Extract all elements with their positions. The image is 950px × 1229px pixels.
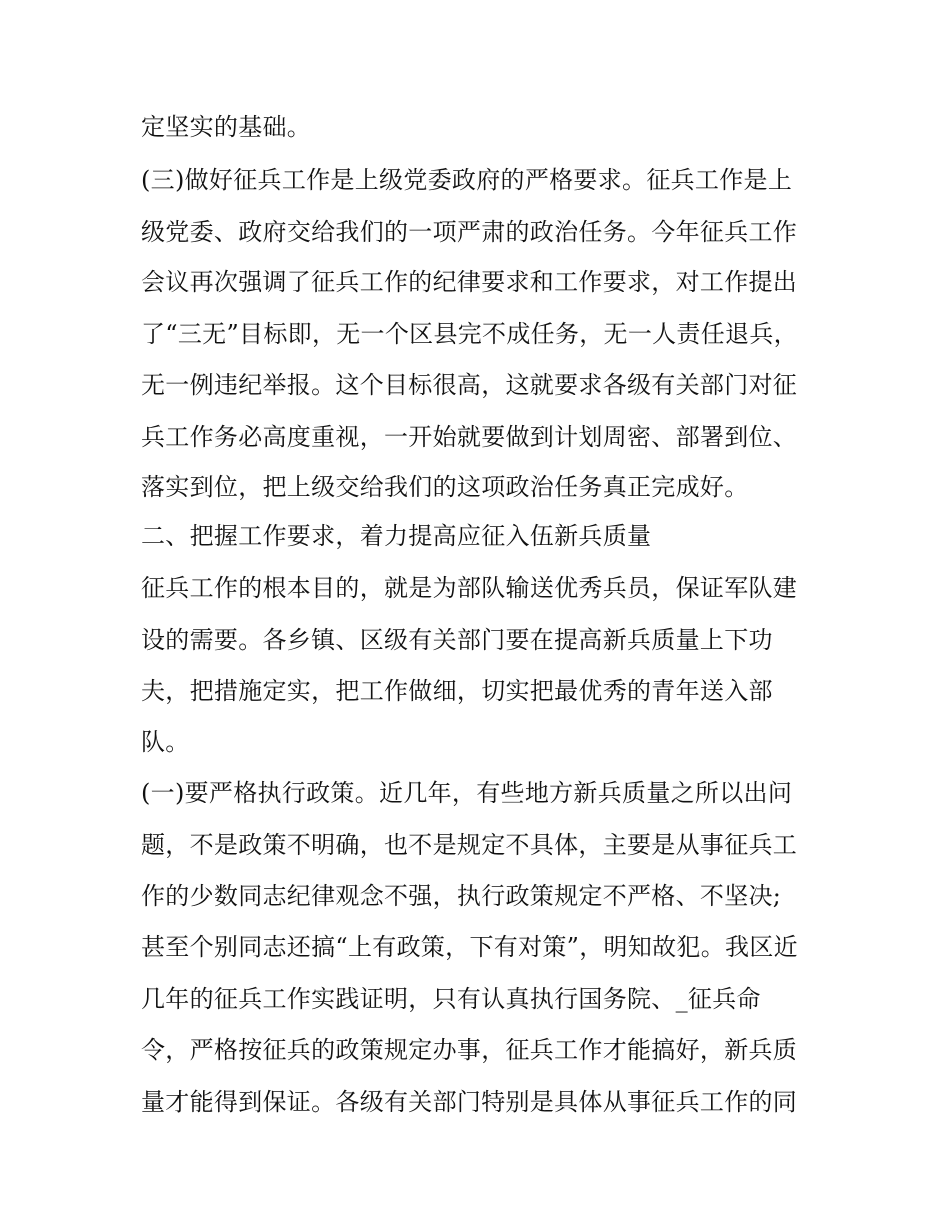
text-line: (一)要严格执行政策。近几年，有些地方新兵质量之所以出问 (141, 779, 793, 807)
text-line: 会议再次强调了征兵工作的纪律要求和工作要求，对工作提出 (141, 268, 798, 296)
text-line: 甚至个别同志还搞“上有政策，下有对策”，明知故犯。我区近 (141, 933, 798, 961)
text-line: 无一例违纪举报。这个目标很高，这就要求各级有关部门对征 (141, 371, 798, 399)
text-line: 征兵工作的根本目的，就是为部队输送优秀兵员，保证军队建 (141, 574, 798, 602)
text-line: (三)做好征兵工作是上级党委政府的严格要求。征兵工作是上 (141, 166, 793, 194)
text-line: 夫，把措施定实，把工作做细，切实把最优秀的青年送入部 (141, 677, 773, 705)
text-line: 几年的征兵工作实践证明，只有认真执行国务院、_征兵命 (141, 985, 761, 1013)
text-line: 设的需要。各乡镇、区级有关部门要在提高新兵质量上下功 (141, 626, 773, 654)
text-line: 题，不是政策不明确，也不是规定不具体，主要是从事征兵工 (141, 831, 798, 859)
section-heading: 二、把握工作要求，着力提高应征入伍新兵质量 (141, 522, 652, 550)
text-line: 级党委、政府交给我们的一项严肃的政治任务。今年征兵工作 (141, 218, 798, 246)
text-line: 了“三无”目标即，无一个区县完不成任务，无一人责任退兵， (141, 320, 798, 348)
text-line: 队。 (141, 728, 190, 756)
text-line: 兵工作务必高度重视，一开始就要做到计划周密、部署到位、 (141, 423, 798, 451)
text-line: 量才能得到保证。各级有关部门特别是具体从事征兵工作的同 (141, 1088, 798, 1116)
text-line: 定坚实的基础。 (141, 113, 312, 141)
text-line: 作的少数同志纪律观念不强，执行政策规定不严格、不坚决; (141, 882, 782, 910)
text-line: 落实到位，把上级交给我们的这项政治任务真正完成好。 (141, 473, 749, 501)
text-line: 令，严格按征兵的政策规定办事，征兵工作才能搞好，新兵质 (141, 1036, 798, 1064)
